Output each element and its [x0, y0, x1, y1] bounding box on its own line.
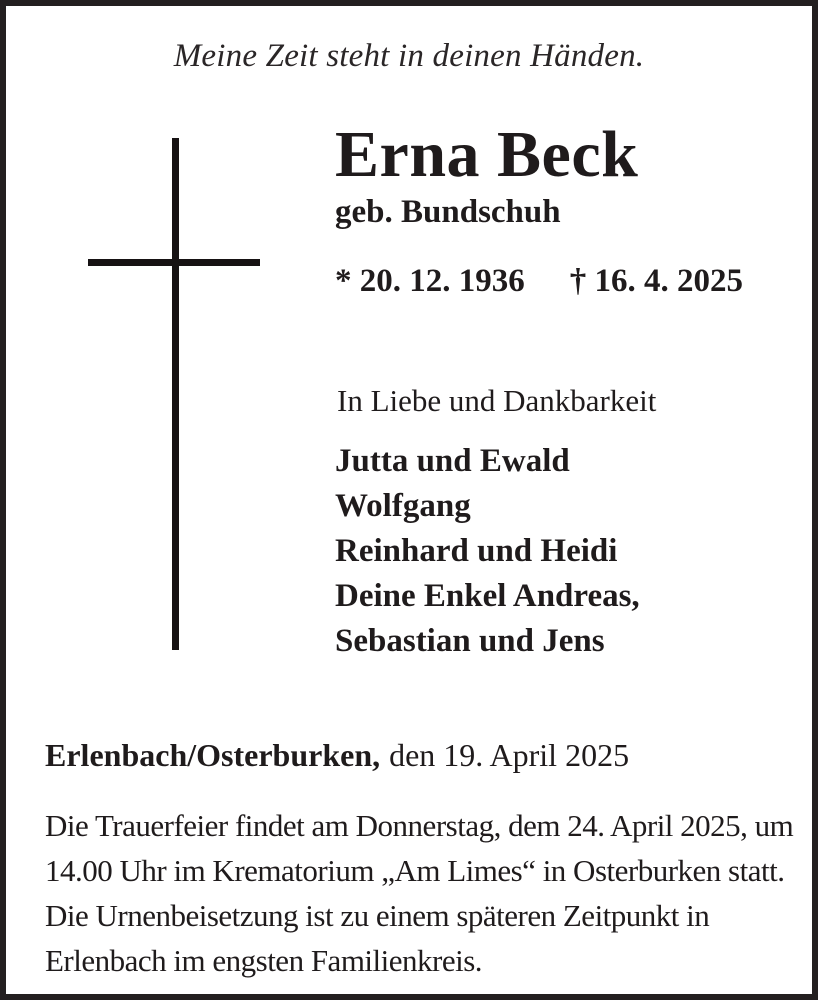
- mourner-name: Wolfgang: [335, 488, 471, 524]
- dateline: [45, 737, 629, 774]
- epigraph-text: Meine Zeit steht in deinen Händen.: [173, 38, 645, 74]
- mourner-name: Jutta und Ewald: [335, 443, 570, 479]
- life-dates: [335, 263, 743, 300]
- mourner-name: Sebastian und Jens: [335, 623, 605, 659]
- notice-date: den 19. April 2025: [389, 737, 630, 773]
- announcement-line: Erlenbach im engsten Familienkreis.: [45, 943, 483, 978]
- mourner-name: Deine Enkel Andreas,: [335, 578, 640, 614]
- maiden-name: geb. Bundschuh: [335, 194, 561, 230]
- cross-vertical-bar: [172, 138, 179, 650]
- announcement-line: Die Trauerfeier findet am Donnerstag, dem 24. April 2025, um: [45, 808, 794, 843]
- announcement-line: 14.00 Uhr im Krematorium „Am Limes“ in Osterburken statt.: [45, 853, 785, 888]
- funeral-announcement: [45, 803, 793, 983]
- death-date: † 16. 4. 2025: [569, 263, 743, 299]
- announcement-line: Die Urnenbeisetzung ist zu einem späteren Zeitpunkt in: [45, 898, 710, 933]
- mourner-name: Reinhard und Heidi: [335, 533, 618, 569]
- mourners-list: [335, 439, 640, 664]
- birth-date: * 20. 12. 1936: [335, 263, 525, 299]
- cross-horizontal-bar: [88, 259, 260, 266]
- place-name: Erlenbach/Osterburken,: [45, 737, 381, 773]
- tribute-line: In Liebe und Dankbarkeit: [337, 383, 657, 418]
- deceased-name: Erna Beck: [335, 118, 639, 191]
